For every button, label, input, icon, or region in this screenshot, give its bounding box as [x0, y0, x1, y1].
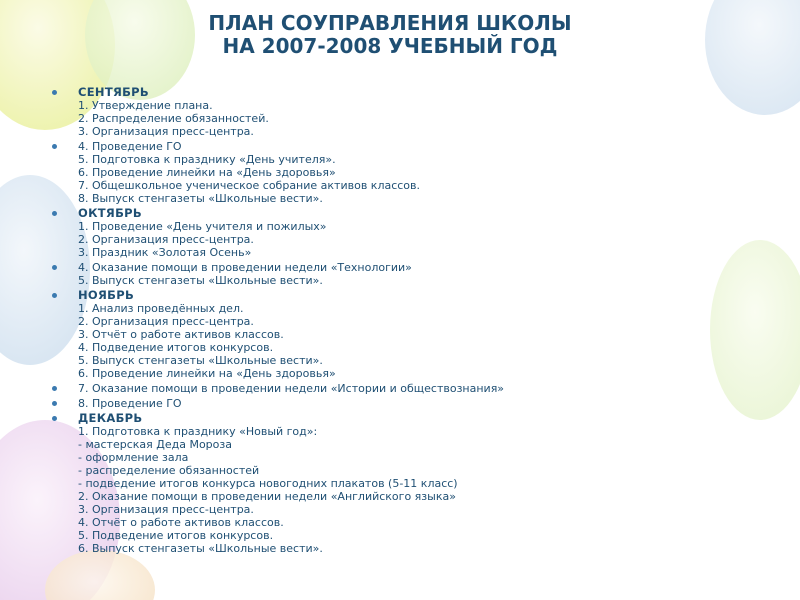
- bullet-icon: [52, 416, 57, 421]
- plan-line: 2. Распределение обязанностей.: [78, 112, 269, 125]
- plan-item: [52, 289, 772, 380]
- plan-line: 5. Подведение итогов конкурсов.: [78, 529, 274, 542]
- plan-line: 7. Общешкольное ученическое собрание активов классов.: [78, 179, 421, 192]
- plan-line: 8. Проведение ГО: [78, 397, 182, 410]
- title-line-2: НА 2007-2008 УЧЕБНЫЙ ГОД: [222, 34, 558, 58]
- month-heading: СЕНТЯБРЬ: [78, 85, 149, 99]
- plan-item: [52, 261, 772, 287]
- plan-item: [52, 412, 772, 555]
- bullet-icon: [52, 386, 57, 391]
- plan-line: 2. Организация пресс-центра.: [78, 315, 254, 328]
- plan-line: 4. Проведение ГО: [78, 140, 182, 153]
- plan-line: 7. Оказание помощи в проведении недели «Истории и обществознания»: [78, 382, 505, 395]
- title-line-1: ПЛАН СОУПРАВЛЕНИЯ ШКОЛЫ: [208, 11, 572, 35]
- plan-line: 1. Подготовка к празднику «Новый год»:: [78, 425, 318, 438]
- plan-line: - распределение обязанностей: [78, 464, 260, 477]
- month-heading: НОЯБРЬ: [78, 288, 135, 302]
- bullet-icon: [52, 90, 57, 95]
- plan-line: 4. Подведение итогов конкурсов.: [78, 341, 274, 354]
- plan-line: 3. Организация пресс-центра.: [78, 125, 254, 138]
- plan-line: - оформление зала: [78, 451, 189, 464]
- plan-line: 6. Проведение линейки на «День здоровья»: [78, 367, 336, 380]
- plan-item: [52, 86, 772, 138]
- plan-line: 3. Отчёт о работе активов классов.: [78, 328, 284, 341]
- plan-list: [52, 86, 772, 557]
- plan-line: 5. Выпуск стенгазеты «Школьные вести».: [78, 274, 323, 287]
- plan-item: [52, 207, 772, 259]
- bullet-icon: [52, 211, 57, 216]
- plan-line: 5. Подготовка к празднику «День учителя».: [78, 153, 336, 166]
- bullet-icon: [52, 293, 57, 298]
- plan-item: [52, 140, 772, 205]
- plan-line: 3. Организация пресс-центра.: [78, 503, 254, 516]
- plan-line: 1. Утверждение плана.: [78, 99, 213, 112]
- plan-line: 4. Отчёт о работе активов классов.: [78, 516, 284, 529]
- plan-line: - мастерская Деда Мороза: [78, 438, 232, 451]
- month-heading: ДЕКАБРЬ: [78, 411, 143, 425]
- plan-line: 6. Проведение линейки на «День здоровья»: [78, 166, 336, 179]
- plan-line: 3. Праздник «Золотая Осень»: [78, 246, 252, 259]
- plan-line: 8. Выпуск стенгазеты «Школьные вести».: [78, 192, 323, 205]
- slide-title: [0, 12, 780, 58]
- plan-line: 5. Выпуск стенгазеты «Школьные вести».: [78, 354, 323, 367]
- plan-line: - подведение итогов конкурса новогодних плакатов (5-11 класс): [78, 477, 458, 490]
- plan-line: 1. Проведение «День учителя и пожилых»: [78, 220, 327, 233]
- bullet-icon: [52, 265, 57, 270]
- plan-item: [52, 397, 772, 410]
- bullet-icon: [52, 144, 57, 149]
- plan-line: 1. Анализ проведённых дел.: [78, 302, 244, 315]
- plan-line: 6. Выпуск стенгазеты «Школьные вести».: [78, 542, 323, 555]
- plan-item: [52, 382, 772, 395]
- month-heading: ОКТЯБРЬ: [78, 206, 142, 220]
- bullet-icon: [52, 401, 57, 406]
- plan-line: 2. Организация пресс-центра.: [78, 233, 254, 246]
- plan-line: 2. Оказание помощи в проведении недели «Английского языка»: [78, 490, 456, 503]
- plan-line: 4. Оказание помощи в проведении недели «Технологии»: [78, 261, 412, 274]
